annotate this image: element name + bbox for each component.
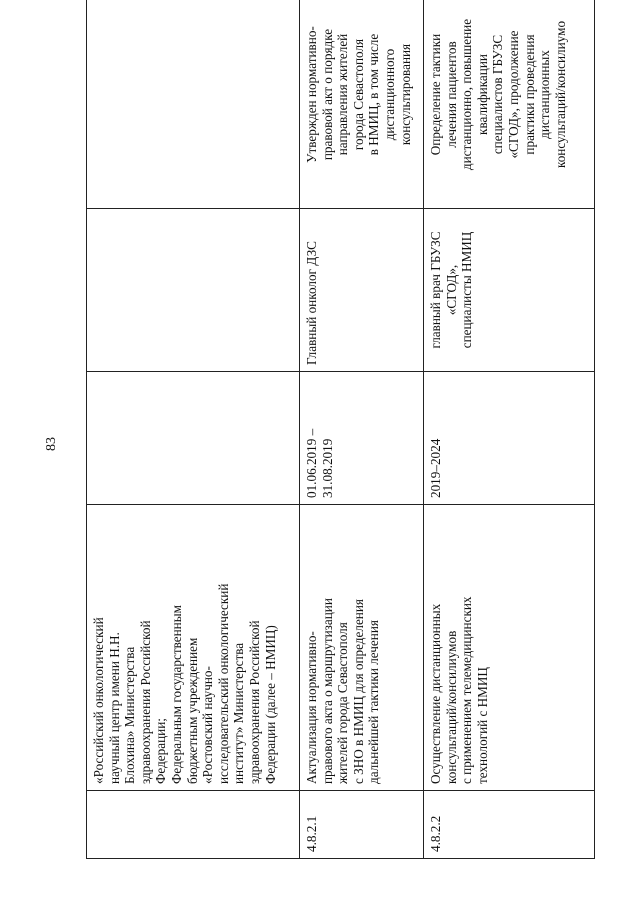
cell-text-line: «Ростовский научно- xyxy=(200,666,216,784)
cell-text-line: «СГОД», продолжение xyxy=(505,30,521,159)
cell-text-line: дистанционных xyxy=(537,50,553,139)
cell-text-line: дистанционно, повышение xyxy=(459,18,475,171)
cell-text-line: Актуализация нормативно- xyxy=(304,631,319,784)
cell-text-line: жителей города Севастополя xyxy=(335,622,351,784)
cell-text-line: бюджетным учреждением xyxy=(184,637,200,784)
page-number: 83 xyxy=(44,437,59,451)
cell-text-line: лечения пациентов xyxy=(443,41,459,148)
cell-activity-name xyxy=(300,505,424,791)
cell-term xyxy=(424,372,595,505)
cell-text-line: Федерации; xyxy=(153,718,169,784)
cell-text-line: 31.08.2019 xyxy=(319,438,335,498)
cell-text-line: Главный онколог ДЗС xyxy=(304,241,319,365)
cell-text-line: 2019–2024 xyxy=(428,438,443,498)
cell-text-line: правовой акт о порядке xyxy=(319,28,335,161)
cell-text-line: дальнейшей тактики лечения xyxy=(366,620,382,784)
cell-expected-result xyxy=(424,0,595,209)
cell-text-line: дистанционного xyxy=(381,48,397,141)
cell-expected-result xyxy=(87,0,300,209)
cell-text-line: Осуществление дистанционных xyxy=(428,603,443,784)
rotated-table-container xyxy=(86,18,580,859)
cell-text-line: технологий с НМИЦ xyxy=(474,667,490,784)
cell-text-line: специалистов ГБУЗС xyxy=(490,34,506,155)
action-plan-table xyxy=(86,0,595,859)
cell-text-line: Федеральным государственным xyxy=(168,605,184,784)
cell-text-line: Блохина» Министерства xyxy=(122,646,138,784)
action-plan-table-body xyxy=(87,0,595,859)
cell-text-line: институт» Министерства xyxy=(231,642,247,784)
table-row xyxy=(300,0,424,859)
cell-text-line: Федерации (далее – НМИЦ) xyxy=(262,625,278,784)
cell-text-line: с применением телемедицинских xyxy=(459,596,475,784)
cell-activity-name xyxy=(87,505,300,791)
cell-activity-name xyxy=(424,505,595,791)
cell-text-line: «Российский онкологический xyxy=(91,617,106,784)
cell-text-line: правового акта о маршрутизации xyxy=(319,598,335,784)
table-row xyxy=(424,0,595,859)
cell-text-line: здравоохранения Российской xyxy=(137,620,153,784)
cell-term xyxy=(300,372,424,505)
cell-text-line: направления жителей xyxy=(335,33,351,156)
cell-text-line: в НМИЦ, в том числе xyxy=(366,33,382,156)
cell-text-line: «СГОД», xyxy=(443,264,459,316)
cell-text-line: специалисты НМИЦ xyxy=(459,231,475,349)
cell-text-line: консультирования xyxy=(397,43,413,146)
cell-term xyxy=(87,372,300,505)
cell-item-number: 4.8.2.1 xyxy=(300,791,424,859)
cell-text-line: квалификации xyxy=(474,54,490,135)
cell-text-line: города Севастополя xyxy=(350,38,366,151)
cell-text-line: консультаций/консилиумо xyxy=(552,20,568,169)
cell-text-line: Утвержден нормативно- xyxy=(304,26,319,163)
cell-responsible xyxy=(424,209,595,372)
cell-text-line: практики проведения xyxy=(521,34,537,155)
cell-text-line: консультаций/консилиумов xyxy=(443,630,459,784)
cell-responsible xyxy=(87,209,300,372)
cell-text-line: с ЗНО в НМИЦ для определения xyxy=(350,599,366,784)
cell-text-line: исследовательский онкологический xyxy=(215,583,231,784)
cell-text-line: 01.06.2019 – xyxy=(304,428,319,498)
cell-text-line: здравоохранения Российской xyxy=(246,620,262,784)
table-row xyxy=(87,0,300,859)
cell-responsible xyxy=(300,209,424,372)
cell-expected-result xyxy=(300,0,424,209)
cell-text-line: научный центр имени Н.Н. xyxy=(106,632,122,784)
cell-item-number xyxy=(87,791,300,859)
cell-text-line: Определение тактики xyxy=(428,33,443,156)
cell-item-number: 4.8.2.2 xyxy=(424,791,595,859)
cell-text-line: главный врач ГБУЗС xyxy=(428,231,443,349)
